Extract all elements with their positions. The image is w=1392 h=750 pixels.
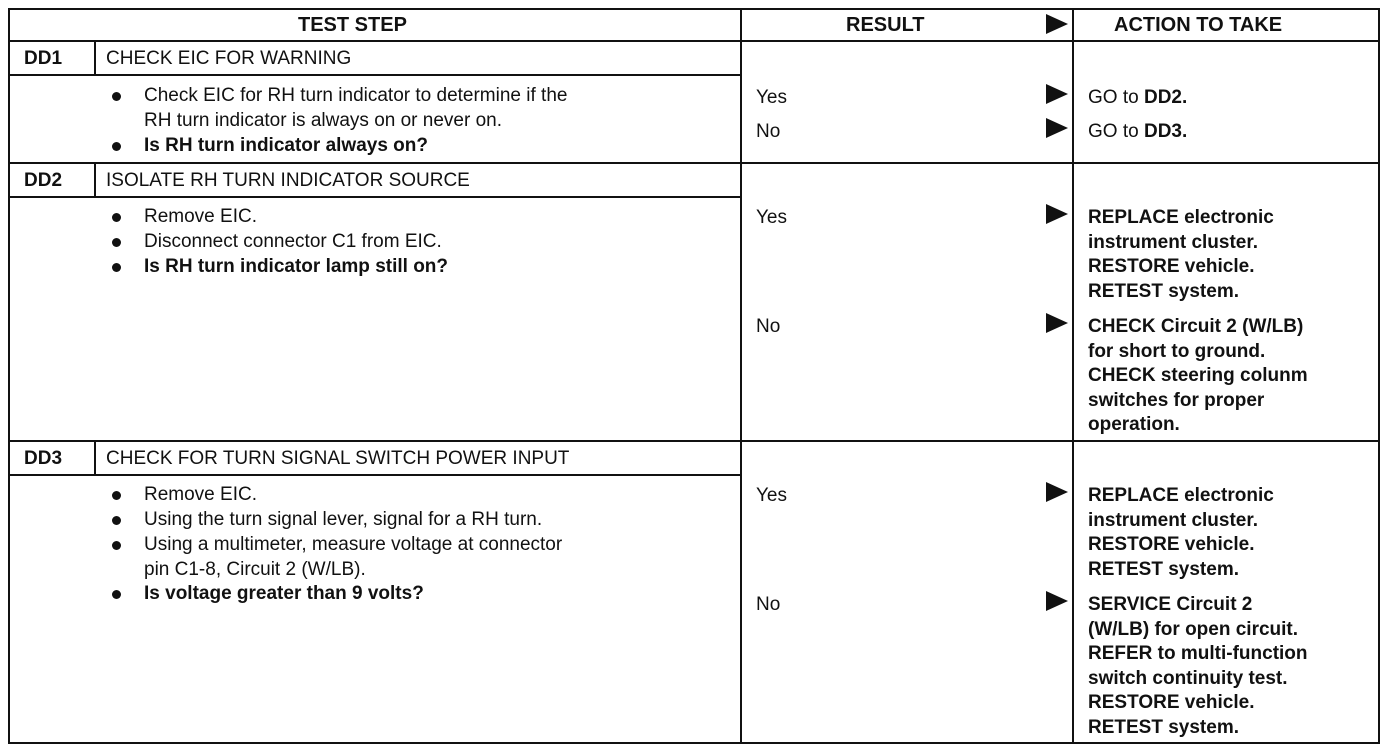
bullet-icon <box>112 590 121 599</box>
dd3-action-yes: REPLACE electronic instrument cluster. RESTORE vehicle. RETEST system. <box>1088 485 1274 580</box>
dd2-bullet-1: Remove EIC. <box>144 206 257 227</box>
dd3-result-no: No <box>756 594 781 615</box>
dd3-action-no: SERVICE Circuit 2 (W/LB) for open circuit. REFER to multi-function switch continuity test. RESTORE vehicle. RETEST system. <box>1088 594 1308 738</box>
dd3-result-yes: Yes <box>756 485 787 506</box>
step-title-dd2: ISOLATE RH TURN INDICATOR SOURCE <box>106 170 470 191</box>
arrow-icon <box>1046 84 1068 104</box>
header-test-step: TEST STEP <box>298 14 407 36</box>
arrow-icon <box>1046 204 1068 224</box>
arrow-icon <box>1046 118 1068 138</box>
dd2-id-divider <box>94 162 96 198</box>
bullet-icon <box>112 491 121 500</box>
step-id-dd3: DD3 <box>24 448 63 469</box>
step-id-dd1: DD1 <box>24 48 63 69</box>
bullet-icon <box>112 541 121 550</box>
dd1-action-yes: GO to DD2. <box>1088 87 1188 108</box>
dd2-result-no: No <box>756 316 781 337</box>
col-divider-result <box>740 10 742 742</box>
dd3-title-bottom <box>10 474 742 476</box>
dd1-bullet-1: Check EIC for RH turn indicator to determine if the RH turn indicator is always on or never on. <box>144 85 568 131</box>
col-divider-action <box>1072 10 1074 742</box>
arrow-icon <box>1046 313 1068 333</box>
dd1-title-bottom <box>10 74 742 76</box>
header-divider <box>10 40 1378 42</box>
dd1-action-no: GO to DD3. <box>1088 121 1188 142</box>
step-title-dd3: CHECK FOR TURN SIGNAL SWITCH POWER INPUT <box>106 448 570 469</box>
header-arrow-icon <box>1046 14 1068 34</box>
dd2-title-bottom <box>10 196 742 198</box>
arrow-icon <box>1046 482 1068 502</box>
dd1-result-yes: Yes <box>756 87 787 108</box>
dd3-id-divider <box>94 440 96 476</box>
dd1-id-divider <box>94 40 96 76</box>
bullet-icon <box>112 516 121 525</box>
dd3-top <box>10 440 1378 442</box>
bullet-icon <box>112 142 121 151</box>
dd2-question: Is RH turn indicator lamp still on? <box>144 256 449 277</box>
dd2-result-yes: Yes <box>756 207 787 228</box>
dd2-top <box>10 162 1378 164</box>
step-id-dd2: DD2 <box>24 170 63 191</box>
dd3-bullet-2: Using the turn signal lever, signal for a RH turn. <box>144 509 543 530</box>
dd2-action-yes: REPLACE electronic instrument cluster. RESTORE vehicle. RETEST system. <box>1088 207 1274 302</box>
header-action: ACTION TO TAKE <box>1114 14 1283 36</box>
dd1-question: Is RH turn indicator always on? <box>144 135 428 156</box>
dd3-bullet-1: Remove EIC. <box>144 484 257 505</box>
arrow-icon <box>1046 591 1068 611</box>
diagnostic-table <box>8 8 1380 744</box>
dd2-bullet-2: Disconnect connector C1 from EIC. <box>144 231 442 252</box>
dd3-question: Is voltage greater than 9 volts? <box>144 583 424 604</box>
dd1-result-no: No <box>756 121 781 142</box>
dd3-bullet-3: Using a multimeter, measure voltage at connector pin C1-8, Circuit 2 (W/LB). <box>144 534 563 580</box>
bullet-icon <box>112 213 121 222</box>
bullet-icon <box>112 263 121 272</box>
header-result: RESULT <box>846 14 925 36</box>
step-title-dd1: CHECK EIC FOR WARNING <box>106 48 352 69</box>
dd2-action-no: CHECK Circuit 2 (W/LB) for short to ground. CHECK steering colunm switches for proper operation. <box>1088 316 1308 435</box>
bullet-icon <box>112 92 121 101</box>
bullet-icon <box>112 238 121 247</box>
